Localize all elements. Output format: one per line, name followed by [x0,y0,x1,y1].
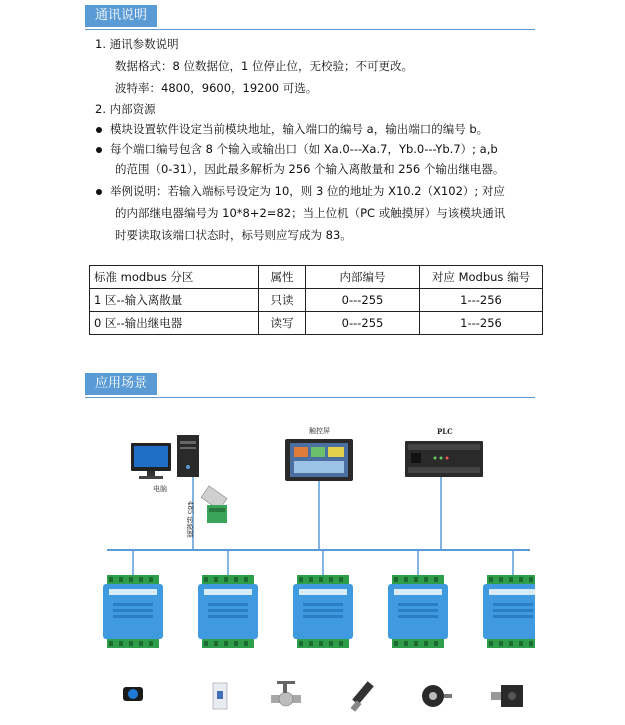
section-header-comm [85,5,535,27]
converter-icon [201,486,227,523]
diagram-canvas [85,405,535,725]
modbus-table [89,265,543,335]
table-header-cell: 属性 [259,266,306,289]
resources-bullet-2-line-2: 的范围（0-31），因此最多解析为 256 个输入离散量和 256 个输出继电器。 [115,162,505,176]
table-row [90,289,543,312]
section-rule [85,29,535,31]
application-diagram [85,405,535,725]
pc-label: 电脑 [153,485,167,493]
params-line-format: 数据格式：8 位数据位，1 位停止位，无校验；不可更改。 [115,59,413,73]
table-header-cell: 内部编号 [306,266,420,289]
plc-icon [405,441,483,477]
table-header-row [90,266,543,289]
table-cell: 1---256 [420,289,543,312]
resources-heading: 2. 内部资源 [95,102,156,116]
resources-bullet-2-line-1: 每个端口编号包含 8 个输入或输出口（如 Xa.0---Xa.7，Yb.0---Yb.7）; a,b [110,142,498,156]
io-module-icon [103,575,163,648]
table-cell: 1 区--输入离散量 [90,289,259,312]
stepper-motor-icon [491,685,523,707]
pressure-sensor-icon [350,681,373,712]
circuit-breaker-icon [213,683,227,709]
table-row [90,312,543,335]
bullet-dot [96,147,102,153]
pc-icon [131,435,199,479]
plc-label: PLC [437,427,453,436]
touchscreen-icon [285,439,353,481]
table-header-cell: 标准 modbus 分区 [90,266,259,289]
io-module-icon [483,575,535,648]
io-module-icon [198,575,258,648]
resources-bullet-1: 模块设置软件设定当前模块地址，输入端口的编号 a，输出端口的编号 b。 [110,122,489,136]
converter-label: 485 转换器 [186,501,194,538]
section-rule [85,397,535,399]
section-title: 应用场景 [85,373,157,395]
resources-bullet-3-line-3: 时要读取该端口状态时，标号则应写成为 83。 [115,228,352,242]
table-cell: 0---255 [306,289,420,312]
table-cell: 0 区--输出继电器 [90,312,259,335]
section-header-application [85,373,535,395]
bullet-dot [96,127,102,133]
valve-icon [271,681,301,706]
bullet-dot [96,189,102,195]
resources-bullet-3-line-1: 举例说明：若输入端标号设定为 10，则 3 位的地址为 X10.2（X102）; 对应 [110,184,505,198]
encoder-icon [422,685,452,707]
touchscreen-label: 触控屏 [309,427,330,435]
table-header-cell: 对应 Modbus 编号 [420,266,543,289]
io-module-icon [388,575,448,648]
section-title: 通讯说明 [85,5,157,27]
indicator-lamp-icon [123,687,143,701]
table-cell: 1---256 [420,312,543,335]
table-cell: 读写 [259,312,306,335]
resources-bullet-3-line-2: 的内部继电器编号为 10*8+2=82；当上位机（PC 或触摸屏）与该模块通讯 [115,206,506,220]
params-heading: 1. 通讯参数说明 [95,37,179,51]
table-cell: 只读 [259,289,306,312]
table-cell: 0---255 [306,312,420,335]
params-line-baud: 波特率：4800，9600，19200 可选。 [115,81,318,95]
io-module-icon [293,575,353,648]
